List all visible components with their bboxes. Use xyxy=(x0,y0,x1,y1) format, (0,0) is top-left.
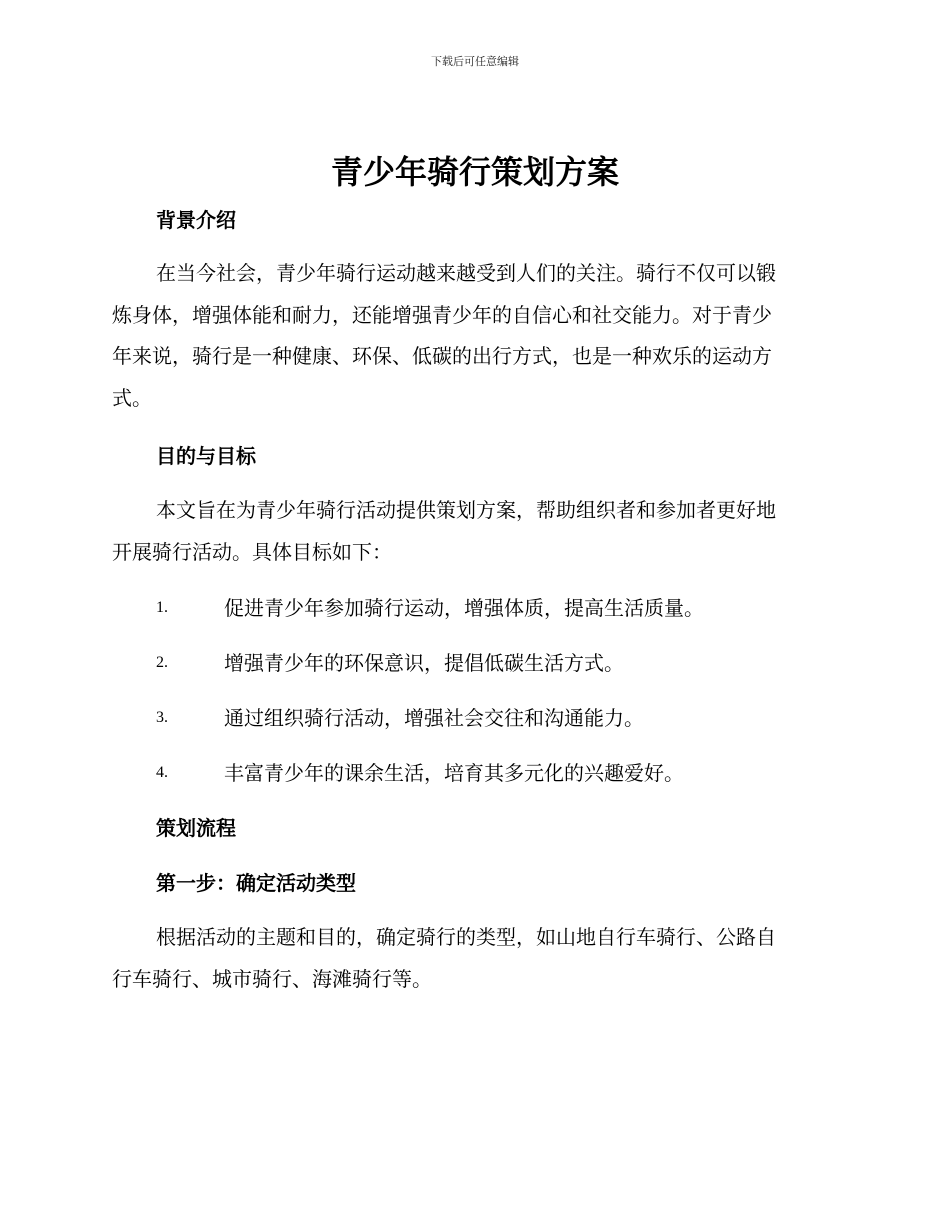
paragraph-line: 式。 xyxy=(112,385,152,410)
section-heading-process: 策划流程 xyxy=(156,816,236,840)
section-heading-background: 背景介绍 xyxy=(156,208,236,232)
paragraph-line: 本文旨在为青少年骑行活动提供策划方案，帮助组织者和参加者更好地 xyxy=(156,498,776,522)
list-text: 增强青少年的环保意识，提倡低碳生活方式。 xyxy=(224,651,624,675)
header-note: 下载后可任意编辑 xyxy=(431,55,519,68)
paragraph-line: 在当今社会，青少年骑行运动越来越受到人们的关注。骑行不仅可以锻 xyxy=(156,261,776,285)
paragraph-step1 xyxy=(112,917,832,1000)
paragraph-line: 根据活动的主题和目的，确定骑行的类型，如山地自行车骑行、公路自 xyxy=(156,925,776,949)
list-text: 通过组织骑行活动，增强社会交往和沟通能力。 xyxy=(224,706,644,730)
paragraph-goals xyxy=(112,490,832,573)
section-heading-goals: 目的与目标 xyxy=(156,444,256,468)
document-title: 青少年骑行策划方案 xyxy=(330,153,619,191)
subsection-heading-step1: 第一步：确定活动类型 xyxy=(156,871,356,895)
paragraph-line: 年来说，骑行是一种健康、环保、低碳的出行方式，也是一种欢乐的运动方 xyxy=(112,344,772,368)
list-text: 丰富青少年的课余生活，培育其多元化的兴趣爱好。 xyxy=(224,761,684,785)
paragraph-background xyxy=(112,253,832,419)
list-number: 1. xyxy=(156,599,168,616)
list-number: 2. xyxy=(156,654,168,671)
paragraph-line: 炼身体，增强体能和耐力，还能增强青少年的自信心和社交能力。对于青少 xyxy=(112,302,772,327)
list-number: 3. xyxy=(156,709,168,726)
list-number: 4. xyxy=(156,764,168,781)
list-text: 促进青少年参加骑行运动，增强体质，提高生活质量。 xyxy=(224,596,704,620)
paragraph-line: 行车骑行、城市骑行、海滩骑行等。 xyxy=(112,966,432,991)
paragraph-line: 开展骑行活动。具体目标如下： xyxy=(112,539,392,564)
